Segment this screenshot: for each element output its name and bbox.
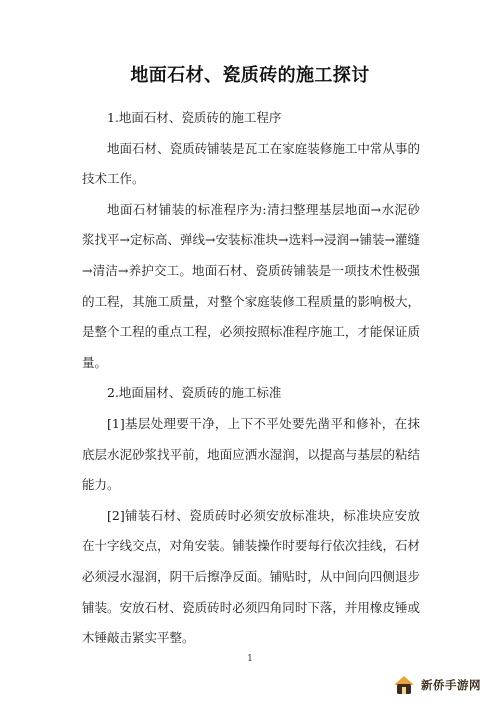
body-paragraph: 地面石材、瓷质砖铺装是瓦工在家庭装修施工中常从事的技术工作。 xyxy=(82,140,420,187)
site-watermark xyxy=(392,671,492,699)
document-title: 地面石材、瓷质砖的施工探讨 xyxy=(130,65,370,86)
document-body xyxy=(82,103,420,654)
section-heading-procedure: 1.地面石材、瓷质砖的施工程序 xyxy=(107,110,282,125)
body-paragraph: 地面石材铺装的标准程序为:清扫整理基层地面→水泥砂浆找平→定标高、弹线→安装标准块→选料→浸润→铺装→灌缝→清洁→养护交工。地面石材、瓷质砖铺装是一项技术性极强的工程，其施工质量，对整个家庭装修工程质量的影响极大，是整个工程的重点工程，必须按照标准程序施工，才能保证质量。 xyxy=(82,201,420,370)
body-paragraph: [1]基层处理要干净，上下不平处要先凿平和修补，在抹底层水泥砂浆找平前，地面应洒水湿润，以提高与基层的粘结能力。 xyxy=(82,415,420,493)
watermark-text: 新侨手游网 xyxy=(421,678,481,692)
section-heading-standards: 2.地面届材、瓷质砖的施工标准 xyxy=(107,385,282,401)
house-logo-icon xyxy=(392,673,416,697)
page-number: 1 xyxy=(247,654,253,664)
body-paragraph: [2]铺装石材、瓷质砖时必须安放标准块，标准块应安放在十字线交点，对角安装。铺装操作时要每行依次挂线，石材必须浸水湿润，阴干后擦净反面。铺贴时，从中间向四侧退步铺装。安放石材、瓷质砖时必须四角同时下落，并用橡皮锤或木锤敲击紧实平整。 xyxy=(82,507,420,646)
